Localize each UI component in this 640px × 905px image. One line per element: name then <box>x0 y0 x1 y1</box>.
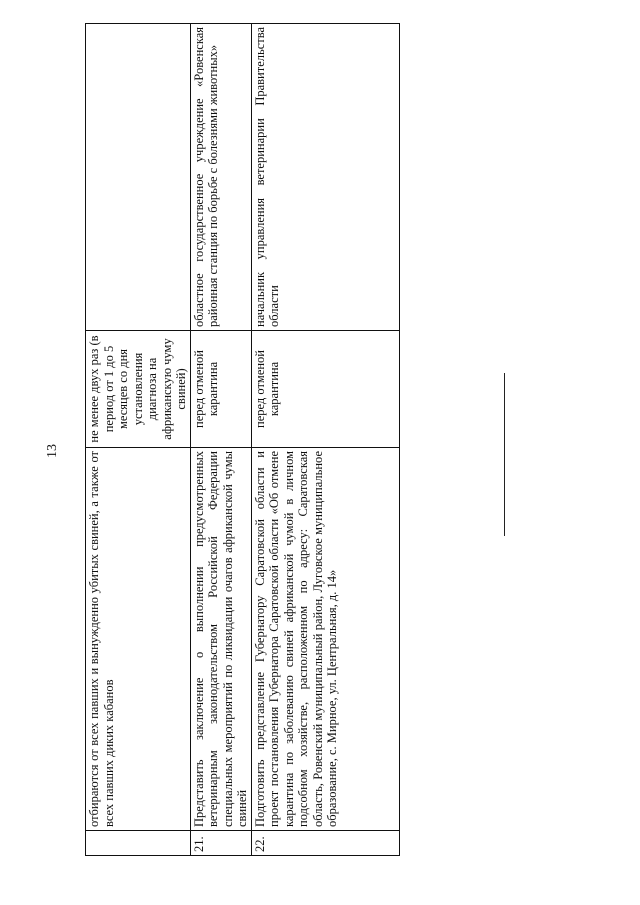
rotated-table-container <box>85 27 339 856</box>
row-number <box>86 831 191 856</box>
action-cell: Подготовить представление Губернатору Саратовской области и проект постановления Губернатора Саратовской области «Об отмене карантина по заболеванию свиней африканской чумой в личном подсобном хозяйстве, расположенном по адресу: Саратовская область, Ровенский муниципальный район, Луговское муниципальное образование, с. Мирное, ул. Центральная, д. 14» <box>251 448 399 831</box>
term-cell: перед отменой карантина <box>190 331 251 448</box>
footer-divider <box>504 373 505 536</box>
page-number: 13 <box>45 444 60 458</box>
table-row <box>251 24 399 856</box>
measures-table <box>85 23 400 856</box>
action-cell: Представить заключение о выполнении предусмотренных ветеринарным законодательством Российской Федерации специальных мероприятий по ликвидации очагов африканской чумы свиней <box>190 448 251 831</box>
table-row <box>86 24 191 856</box>
responsible-cell: областное государственное учреждение «Ровенская районная станция по борьбе с болезнями животных» <box>190 24 251 331</box>
table-row <box>190 24 251 856</box>
row-number: 21. <box>190 831 251 856</box>
term-cell: не менее двух раз (в период от 1 до 5 месяцев со дня установления диагноза на африканскую чуму свиней) <box>86 331 191 448</box>
row-number: 22. <box>251 831 399 856</box>
action-cell: отбираются от всех павших и вынужденно убитых свиней, а также от всех павших диких кабанов <box>86 448 191 831</box>
term-cell: перед отменой карантина <box>251 331 399 448</box>
responsible-cell: начальник управления ветеринарии Правительства области <box>251 24 399 331</box>
responsible-cell <box>86 24 191 331</box>
